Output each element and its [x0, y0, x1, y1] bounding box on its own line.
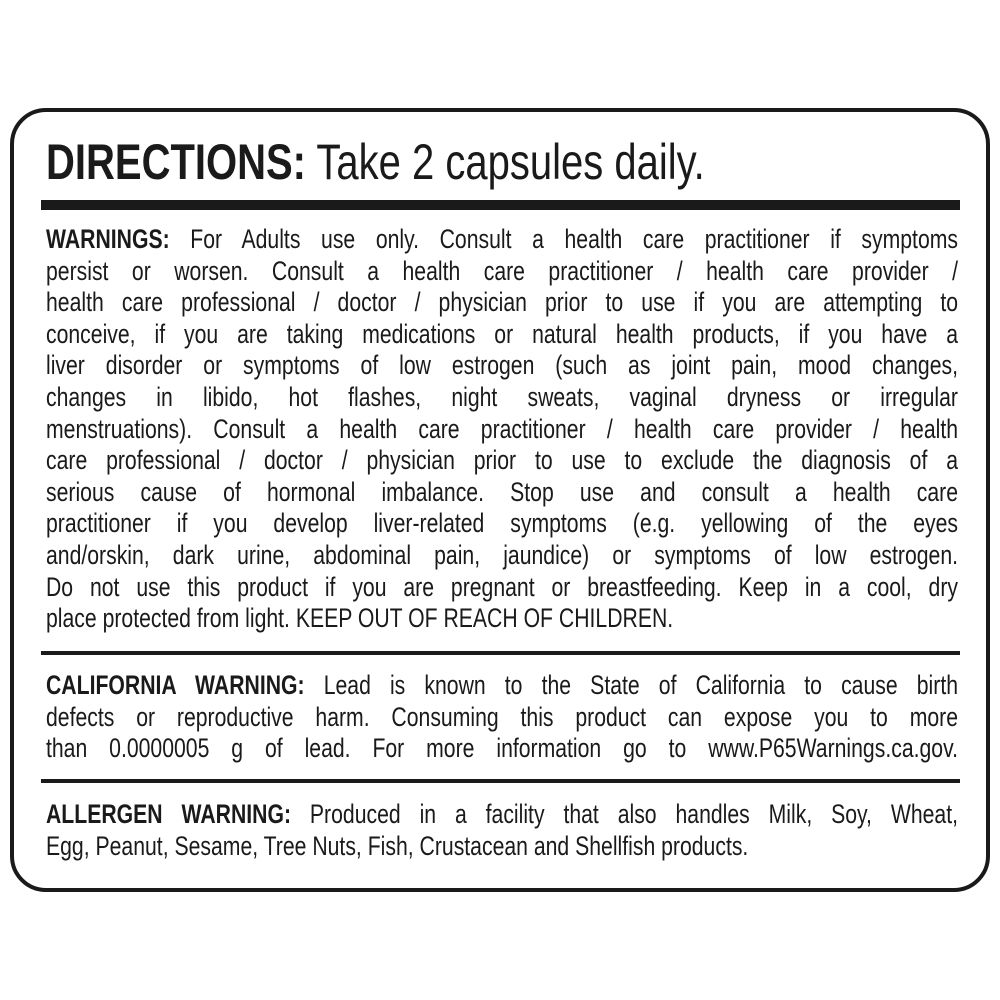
warnings-line: and/orskin, dark urine, abdominal pain, jaundice) or symptoms of low estrogen. — [46, 539, 958, 570]
warnings-line: serious cause of hormonal imbalance. Stop use and consult a health care — [46, 476, 958, 507]
divider — [41, 651, 960, 655]
warnings-line — [46, 224, 958, 256]
california-label: CALIFORNIA WARNING: — [46, 670, 305, 700]
warnings-line: persist or worsen. Consult a health care practitioner / health care provider / — [46, 255, 958, 286]
warnings-line: health care professional / doctor / physician prior to use if you are attempting to — [46, 287, 958, 318]
california-text: Lead is known to the State of California to cause birth — [304, 670, 958, 700]
california-line: than 0.0000005 g of lead. For more information go to www.P65Warnings.ca.gov. — [46, 733, 958, 764]
divider — [41, 779, 960, 783]
warnings-text: For Adults use only. Consult a health care practitioner if symptoms — [169, 224, 959, 254]
warnings-line: liver disorder or symptoms of low estrogen (such as joint pain, mood changes, — [46, 350, 958, 381]
california-line: defects or reproductive harm. Consuming this product can expose you to more — [46, 701, 958, 732]
warnings-section — [46, 224, 958, 635]
warnings-line: menstruations). Consult a health care practitioner / health care provider / health — [46, 413, 958, 444]
warnings-line: care professional / doctor / physician prior to use to exclude the diagnosis of a — [46, 445, 958, 476]
warnings-line: Do not use this product if you are pregnant or breastfeeding. Keep in a cool, dry — [46, 571, 958, 602]
directions-text: Take 2 capsules daily. — [306, 134, 705, 190]
warnings-line: practitioner if you develop liver-related symptoms (e.g. yellowing of the eyes — [46, 508, 958, 539]
allergen-line: Egg, Peanut, Sesame, Tree Nuts, Fish, Crustacean and Shellfish products. — [46, 830, 749, 861]
warnings-label: WARNINGS: — [46, 224, 170, 254]
allergen-label: ALLERGEN WARNING: — [46, 799, 292, 829]
warnings-line: changes in libido, hot flashes, night sweats, vaginal dryness or irregular — [46, 381, 958, 412]
california-section — [46, 670, 958, 765]
directions-label: DIRECTIONS: — [46, 134, 306, 190]
warnings-line: conceive, if you are taking medications or natural health products, if you have a — [46, 318, 958, 349]
california-line — [46, 670, 958, 702]
divider-thick — [41, 200, 960, 210]
allergen-line — [46, 799, 958, 831]
warnings-line: place protected from light. KEEP OUT OF REACH OF CHILDREN. — [46, 603, 674, 634]
allergen-text: Produced in a facility that also handles Milk, Soy, Wheat, — [291, 799, 959, 829]
allergen-section — [46, 799, 958, 862]
directions-heading — [46, 132, 705, 192]
